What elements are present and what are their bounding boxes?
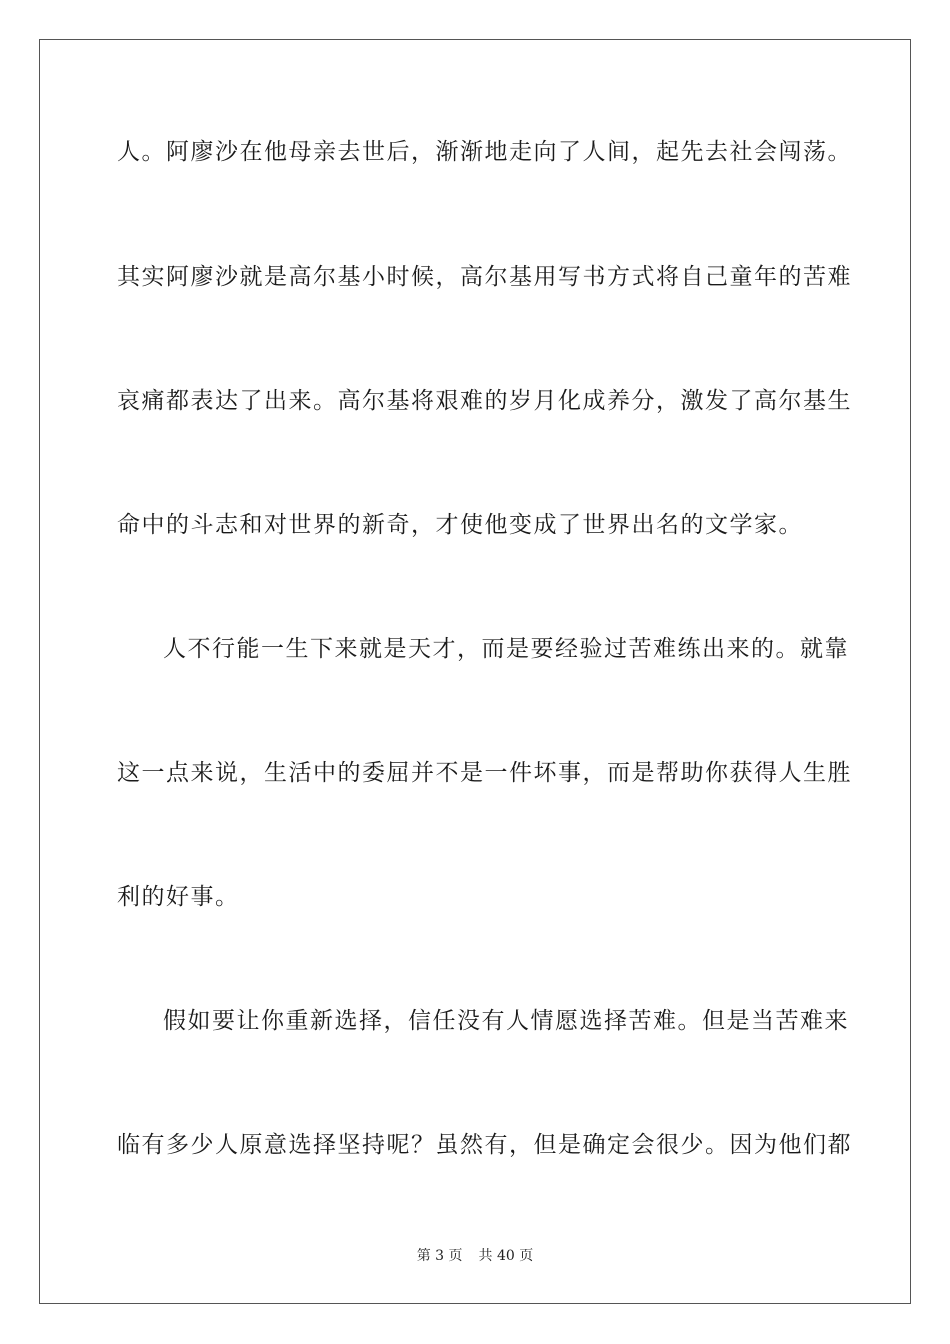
page-total: 共 40 页 [478, 1248, 534, 1264]
text-line: 临有多少人原意选择坚持呢？虽然有，但是确定会很少。因为他们都 [117, 1132, 852, 1158]
page-number: 第 3 页 [416, 1248, 463, 1264]
text-line: 其实阿廖沙就是高尔基小时候，高尔基用写书方式将自己童年的苦难 [117, 264, 852, 290]
page-footer [0, 1247, 950, 1265]
text-line: 命中的斗志和对世界的新奇，才使他变成了世界出名的文学家。 [117, 512, 803, 538]
text-line: 利的好事。 [117, 884, 240, 910]
paragraph-start-line: 人不行能一生下来就是天才，而是要经验过苦难练出来的。就靠 [163, 636, 849, 662]
text-line: 人。阿廖沙在他母亲去世后，渐渐地走向了人间，起先去社会闯荡。 [117, 139, 852, 165]
page-frame [39, 39, 911, 1304]
text-line: 哀痛都表达了出来。高尔基将艰难的岁月化成养分，激发了高尔基生 [117, 388, 852, 414]
paragraph-start-line: 假如要让你重新选择，信任没有人情愿选择苦难。但是当苦难来 [163, 1008, 849, 1034]
text-line: 这一点来说，生活中的委屈并不是一件坏事，而是帮助你获得人生胜 [117, 760, 852, 786]
